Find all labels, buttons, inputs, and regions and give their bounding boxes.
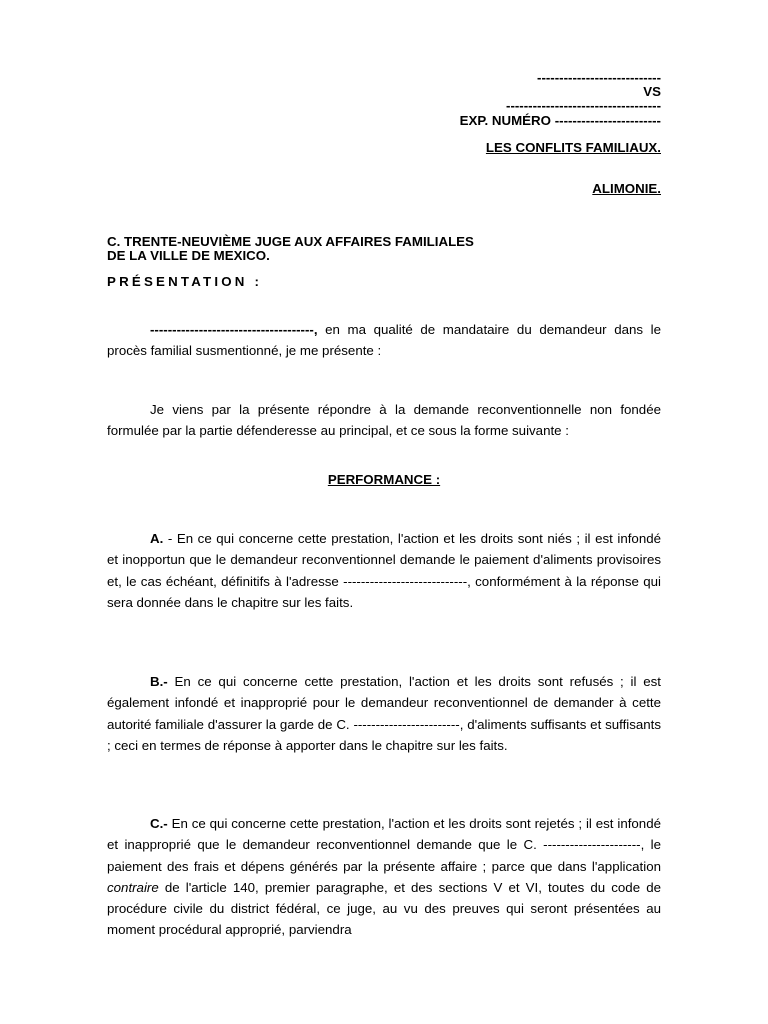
item-c-italic: contraire — [107, 879, 159, 895]
item-c-text-2: , le paiement des frais et dépens générés par la présente affaire ; parce que dans l'application — [107, 837, 661, 874]
item-c-blank: ---------------------- — [543, 837, 641, 853]
item-a-paragraph — [107, 528, 661, 613]
court-line-2: DE LA VILLE DE MEXICO. — [107, 248, 270, 263]
intro-text: en ma qualité de mandataire du demandeur dans le procès familial susmentionné, je me présente : — [107, 322, 661, 359]
item-c-paragraph — [107, 813, 661, 941]
matter-heading: LES CONFLITS FAMILIAUX. — [485, 140, 661, 155]
performance-heading: PERFORMANCE : — [327, 472, 441, 487]
response-text: Je viens par la présente répondre à la demande reconventionnelle non fondée formulée par la partie défenderesse au principal, et ce sous la forme suivante : — [107, 402, 661, 439]
item-b-label: B.- — [150, 674, 168, 689]
item-b-text-1: En ce qui concerne cette prestation, l'action et les droits sont refusés ; il est également infondé et inapproprié pour le demandeur reconventionnel de demander à cette autorité familiale d'assurer la garde de C. — [107, 674, 661, 732]
attorney-name-blank: -------------------------------------, — [150, 322, 318, 337]
presentation-heading: PRÉSENTATION : — [107, 274, 263, 289]
subject-heading: ALIMONIE. — [592, 181, 661, 196]
item-a-blank: ---------------------------- — [343, 573, 468, 589]
item-a-text-2: , conformément à la réponse qui sera donnée dans le chapitre sur les faits. — [107, 573, 662, 610]
item-b-text-2: , d'aliments suffisants et suffisants ; ceci en termes de réponse à apporter dans le chapitre sur les faits. — [107, 716, 661, 753]
case-number — [460, 113, 661, 129]
case-number-value: ------------------------ — [554, 113, 661, 128]
item-c-text-1: En ce qui concerne cette prestation, l'action et les droits sont rejetés ; il est infondé et inapproprié que le demandeur reconventionnel demande que le C. — [107, 816, 661, 853]
item-a-label: A. — [150, 531, 164, 546]
intro-paragraph — [107, 319, 661, 362]
item-b-blank: ------------------------ — [353, 716, 460, 732]
versus-label: VS — [643, 84, 661, 99]
party-line-1: ---------------------------- — [537, 70, 661, 85]
item-b-paragraph — [107, 671, 661, 756]
item-a-text-1: - En ce qui concerne cette prestation, l'action et les droits sont niés ; il est infondé et inopportun que le demandeur reconventionnel demande le paiement d'aliments provisoires et, le cas échéant, définitifs à l'adresse — [107, 531, 661, 589]
party-line-2: ----------------------------------- — [506, 98, 661, 113]
case-number-label: EXP. NUMÉRO — [459, 113, 552, 128]
item-c-text-3: de l'article 140, premier paragraphe, et des sections V et VI, toutes du code de procédure civile du district fédéral, ce juge, au vu des preuves qui seront présentées au moment procédural approprié, parviendra — [107, 879, 661, 938]
court-line-1: C. TRENTE-NEUVIÈME JUGE AUX AFFAIRES FAMILIALES — [107, 234, 474, 249]
item-c-label: C.- — [150, 816, 168, 831]
response-paragraph — [107, 399, 661, 442]
